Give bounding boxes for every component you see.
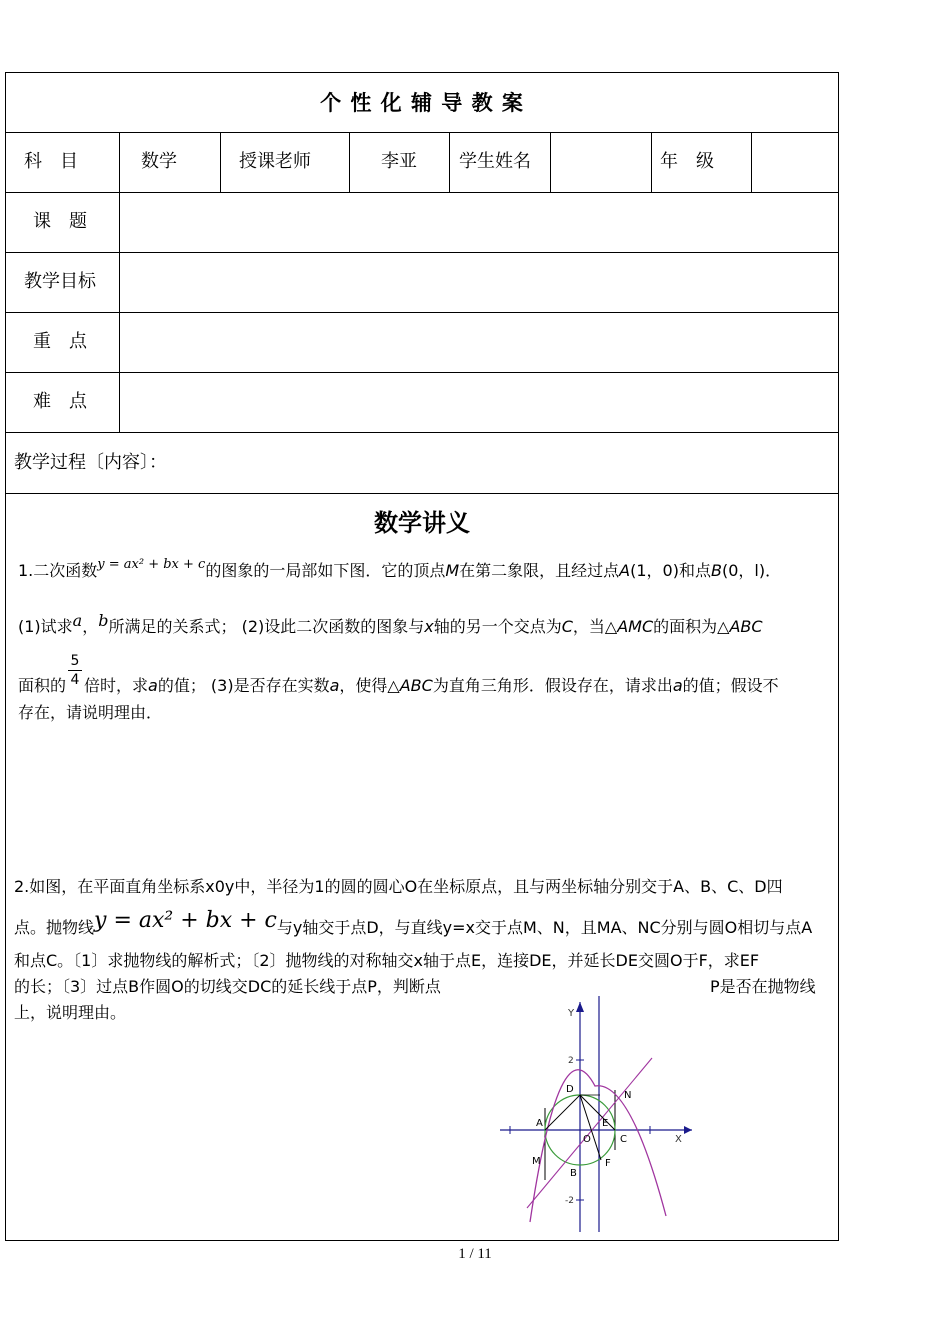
page-number: 1 / 11 bbox=[458, 1246, 492, 1262]
subject-label: 科 目 bbox=[24, 151, 78, 172]
point-A-label: A bbox=[536, 1118, 543, 1129]
problem1-line1: 1.二次函数$^{y = ax^2 + bx + c}$的图象的一局部如下图．它的顶点M在第二象限，且经过点A(1，0)和点B(0，l)． bbox=[18, 557, 782, 580]
problem1-line4: 存在，请说明理由． bbox=[18, 703, 163, 722]
point-B-label: B bbox=[570, 1168, 577, 1179]
point-O-label: O bbox=[583, 1134, 591, 1145]
x-axis-label: X bbox=[675, 1134, 682, 1145]
point-C-label: C bbox=[620, 1134, 627, 1145]
parabola-curve bbox=[530, 1070, 666, 1222]
problem2-line4a: 的长；〔3〕过点B作圆O的切线交DC的延长线于点P，判断点 bbox=[14, 977, 441, 996]
point-M-label: M bbox=[532, 1156, 541, 1167]
process-label: 教学过程〔内容〕： bbox=[14, 452, 167, 473]
coordinate-figure bbox=[490, 996, 710, 1236]
fraction-five-quarters: 5 4 bbox=[68, 652, 82, 689]
problem2-line3: 和点C。〔1〕求抛物线的解析式；〔2〕抛物线的对称轴交x轴于点E，连接DE，并延长DE交圆O于F，求EF bbox=[14, 951, 760, 970]
tick-label-2: 2 bbox=[568, 1056, 574, 1066]
subject-value: 数学 bbox=[141, 151, 177, 172]
point-D-label: D bbox=[566, 1084, 574, 1095]
point-E-label: E bbox=[602, 1118, 609, 1129]
problem2-line5: 上，说明理由。 bbox=[14, 1003, 127, 1022]
quadratic-formula: y = ax² + bx + c bbox=[97, 557, 206, 572]
goal-label: 教学目标 bbox=[24, 271, 96, 292]
point-N-label: N bbox=[624, 1090, 632, 1101]
problem2-line4b: P是否在抛物线 bbox=[710, 977, 816, 996]
y-arrow bbox=[576, 1002, 584, 1012]
problem2-line1: 2.如图，在平面直角坐标系x0y中，半径为1的圆的圆心O在坐标原点，且与两坐标轴分别交于A、B、C、D四 bbox=[14, 877, 783, 896]
problem1-line3: 面积的 倍时，求a的值； (3)是否存在实数a，使得△ABC为直角三角形．假设存在，请求出a的值；假设不 bbox=[18, 676, 779, 695]
teacher-value: 李亚 bbox=[381, 151, 417, 172]
x-arrow bbox=[684, 1126, 692, 1134]
y-axis-label: Y bbox=[568, 1008, 575, 1019]
problem1-line2: (1)试求a，b所满足的关系式； (2)设此二次函数的图象与x轴的另一个交点为C，当△AMC的面积为△ABC bbox=[18, 611, 763, 636]
difficulty-label: 难 点 bbox=[33, 391, 87, 412]
segment-DF bbox=[580, 1095, 601, 1160]
grade-label: 年 级 bbox=[660, 151, 714, 172]
parabola-formula: y = ax² + bx + c bbox=[94, 908, 277, 933]
page-title: 个 性 化 辅 导 教 案 bbox=[320, 91, 524, 115]
point-F-label: F bbox=[605, 1158, 611, 1169]
key-label: 重 点 bbox=[33, 331, 87, 352]
tick-label-neg2: -2 bbox=[565, 1196, 574, 1206]
topic-label: 课 题 bbox=[33, 211, 87, 232]
lecture-heading: 数学讲义 bbox=[374, 509, 470, 537]
teacher-label: 授课老师 bbox=[239, 151, 311, 172]
line-y-equals-x bbox=[527, 1058, 652, 1208]
student-label: 学生姓名 bbox=[459, 151, 531, 172]
problem2-line2: 点。抛物线y = ax² + bx + c与y轴交于点D，与直线y=x交于点M、N，且MA、NC分别与圆O相切与点A bbox=[14, 908, 813, 937]
